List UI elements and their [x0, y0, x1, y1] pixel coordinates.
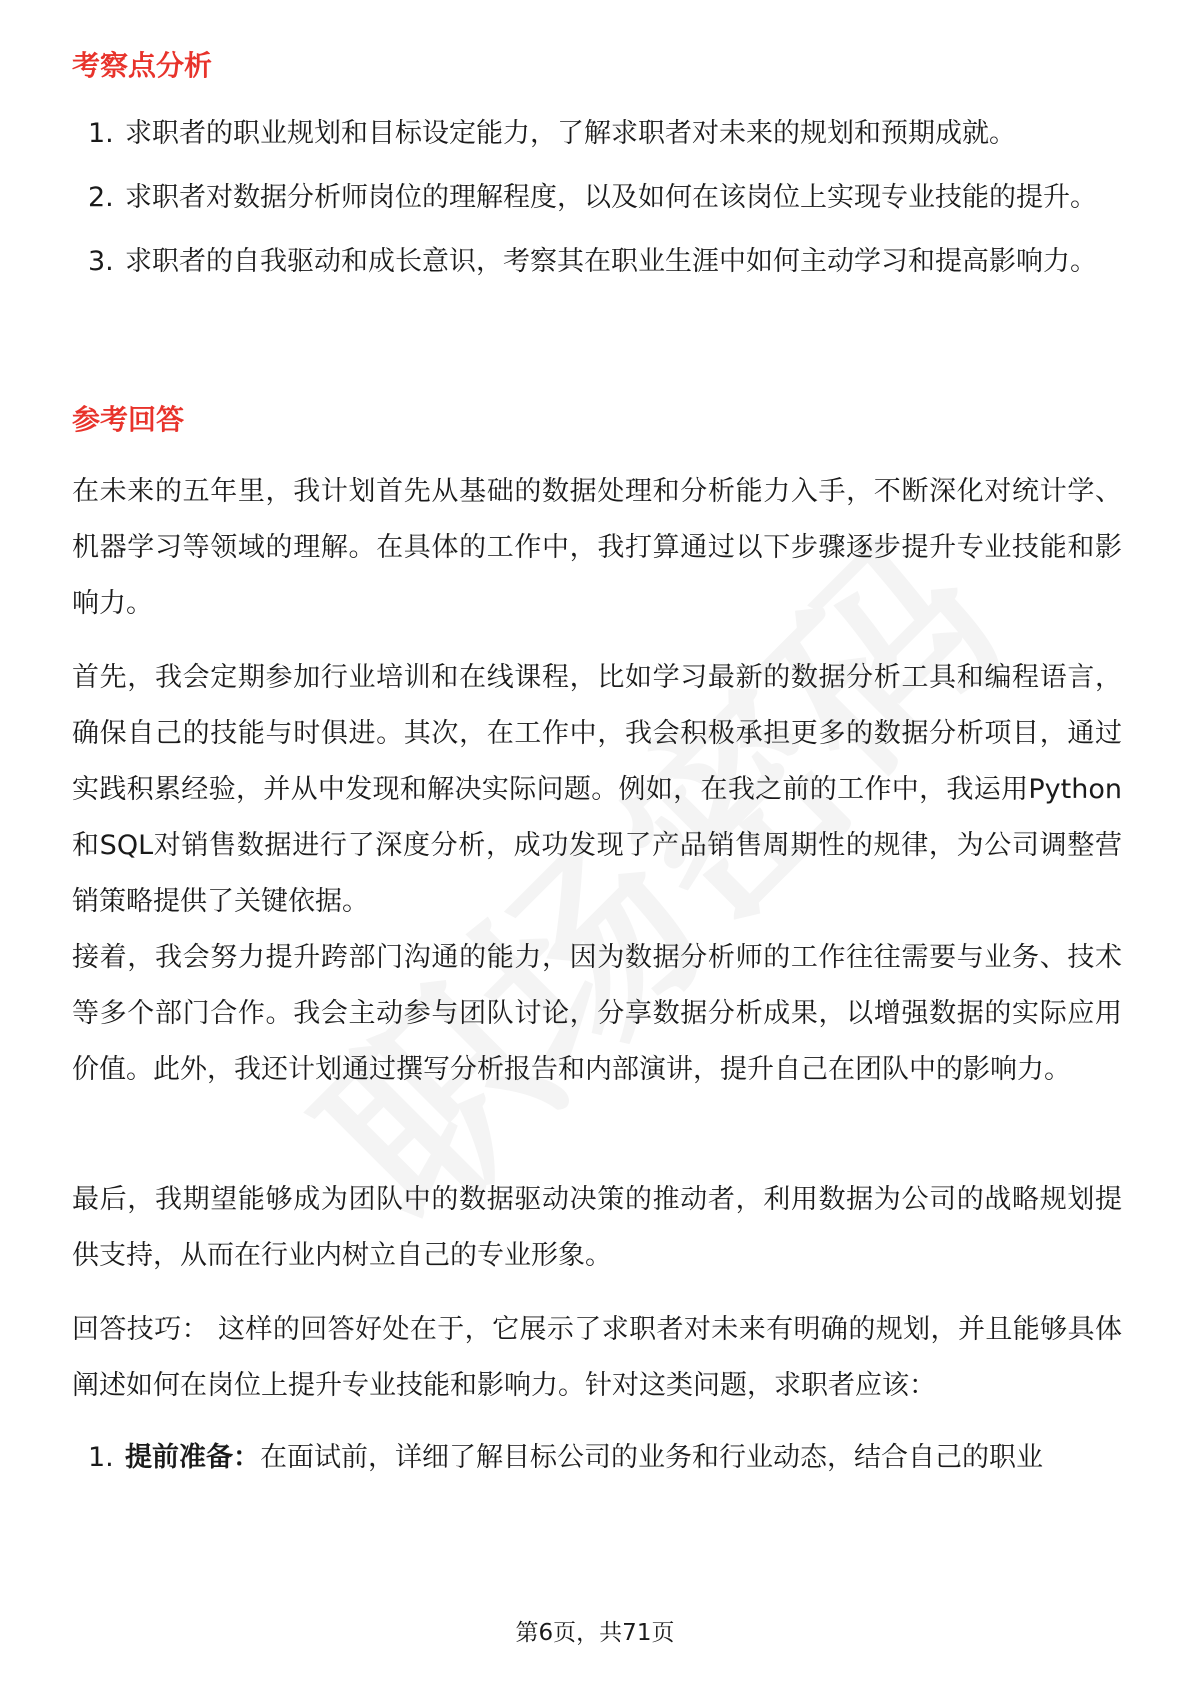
page-number: 第6页，共71页	[515, 1620, 675, 1646]
tip-label: 提前准备：	[125, 1442, 260, 1473]
list-text: 求职者的自我驱动和成长意识，考察其在职业生涯中如何主动学习和提高影响力。	[125, 246, 1097, 277]
list-item	[72, 106, 1122, 162]
list-text: 求职者的职业规划和目标设定能力，了解求职者对未来的规划和预期成就。	[125, 118, 1016, 149]
section-heading-reference-answer: 参考回答	[72, 403, 185, 436]
list-number: 1.	[88, 1442, 114, 1473]
list-number: 1.	[88, 118, 114, 149]
list-item	[72, 234, 1122, 290]
analysis-list	[72, 106, 1122, 298]
list-item	[72, 170, 1122, 226]
list-text: 求职者对数据分析师岗位的理解程度，以及如何在该岗位上实现专业技能的提升。	[125, 182, 1097, 213]
answer-paragraph: 接着，我会努力提升跨部门沟通的能力，因为数据分析师的工作往往需要与业务、技术等多个部门合作。我会主动参与团队讨论，分享数据分析成果，以增强数据的实际应用价值。此外，我还计划通过撰写分析报告和内部演讲，提升自己在团队中的影响力。	[72, 942, 1122, 1085]
answer-tips-paragraph: 回答技巧： 这样的回答好处在于，它展示了求职者对未来有明确的规划，并且能够具体阐述如何在岗位上提升专业技能和影响力。针对这类问题，求职者应该：	[72, 1314, 1122, 1401]
section-heading-analysis: 考察点分析	[72, 49, 213, 82]
list-item	[72, 1430, 1122, 1486]
answer-paragraph: 最后，我期望能够成为团队中的数据驱动决策的推动者，利用数据为公司的战略规划提供支持，从而在行业内树立自己的专业形象。	[72, 1184, 1122, 1271]
answer-paragraph: 首先，我会定期参加行业培训和在线课程，比如学习最新的数据分析工具和编程语言，确保自己的技能与时俱进。其次，在工作中，我会积极承担更多的数据分析项目，通过实践积累经验，并从中发现和解决实际问题。例如，在我之前的工作中，我运用Python和SQL对销售数据进行了深度分析，成功发现了产品销售周期性的规律，为公司调整营销策略提供了关键依据。	[72, 662, 1122, 917]
answer-paragraph: 在未来的五年里，我计划首先从基础的数据处理和分析能力入手，不断深化对统计学、机器学习等领域的理解。在具体的工作中，我打算通过以下步骤逐步提升专业技能和影响力。	[72, 476, 1122, 619]
list-number: 2.	[88, 182, 114, 213]
list-number: 3.	[88, 246, 114, 277]
tips-list	[72, 1430, 1122, 1494]
list-text: 在面试前，详细了解目标公司的业务和行业动态，结合自己的职业	[260, 1442, 1043, 1473]
